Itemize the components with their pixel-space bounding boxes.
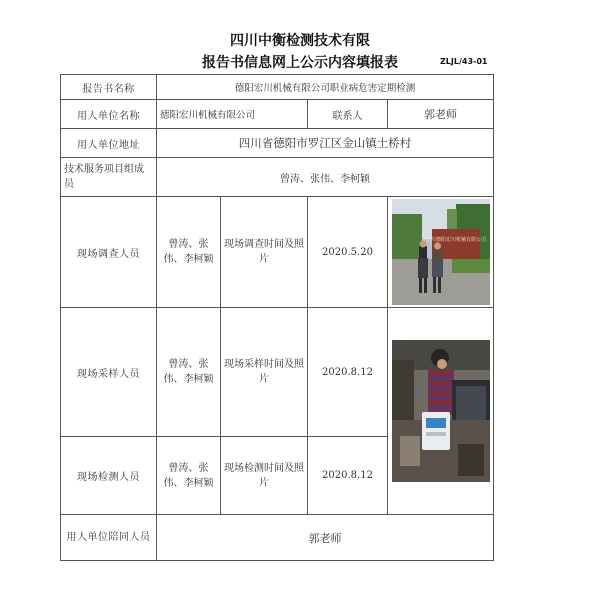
testing-label: 现场检测人员 [61, 437, 157, 515]
testing-names: 曾涛、张伟、李柯颖 [157, 437, 221, 515]
sampling-testing-photo-cell [388, 308, 494, 515]
testing-time-label: 现场检测时间及照片 [221, 437, 308, 515]
info-table [60, 74, 494, 561]
survey-photo [392, 199, 490, 305]
document-title-line2: 报告书信息网上公示内容填报表 [202, 55, 398, 71]
report-name-value: 德阳宏川机械有限公司职业病危害定期检测 [157, 75, 494, 100]
sign-text: 四川德阳宏川机械有限公司 [425, 237, 486, 243]
sampling-date: 2020.8.12 [308, 308, 388, 437]
survey-label: 现场调查人员 [61, 197, 157, 308]
report-name-label: 报告书名称 [61, 75, 157, 100]
sampling-label: 现场采样人员 [61, 308, 157, 437]
contact-label: 联系人 [308, 100, 388, 129]
companion-label: 用人单位陪同人员 [61, 515, 157, 561]
form-code: ZLJL/43-01 [440, 57, 488, 66]
row-team [61, 158, 494, 197]
survey-names: 曾涛、张伟、李柯颖 [157, 197, 221, 308]
row-report-name [61, 75, 494, 100]
survey-date: 2020.5.20 [308, 197, 388, 308]
sampling-testing-photo [392, 340, 490, 482]
row-companion [61, 515, 494, 561]
team-value: 曾涛、张伟、李柯颖 [157, 158, 494, 197]
row-survey [61, 197, 494, 308]
survey-time-label: 现场调查时间及照片 [221, 197, 308, 308]
row-address [61, 129, 494, 158]
document-title-line1: 四川中衡检测技术有限 [230, 33, 370, 49]
testing-date: 2020.8.12 [308, 437, 388, 515]
employer-label: 用人单位名称 [61, 100, 157, 129]
companion-value: 郭老师 [157, 515, 494, 561]
address-label: 用人单位地址 [61, 129, 157, 158]
sampling-time-label: 现场采样时间及照片 [221, 308, 308, 437]
row-employer [61, 100, 494, 129]
sampling-names: 曾涛、张伟、李柯颖 [157, 308, 221, 437]
employer-value: 德阳宏川机械有限公司 [157, 100, 308, 129]
address-value: 四川省德阳市罗江区金山镇土桥村 [157, 129, 494, 158]
contact-value: 郭老师 [388, 100, 494, 129]
row-sampling [61, 308, 494, 437]
survey-photo-cell [388, 197, 494, 308]
team-label: 技术服务项目组成员 [61, 158, 157, 197]
